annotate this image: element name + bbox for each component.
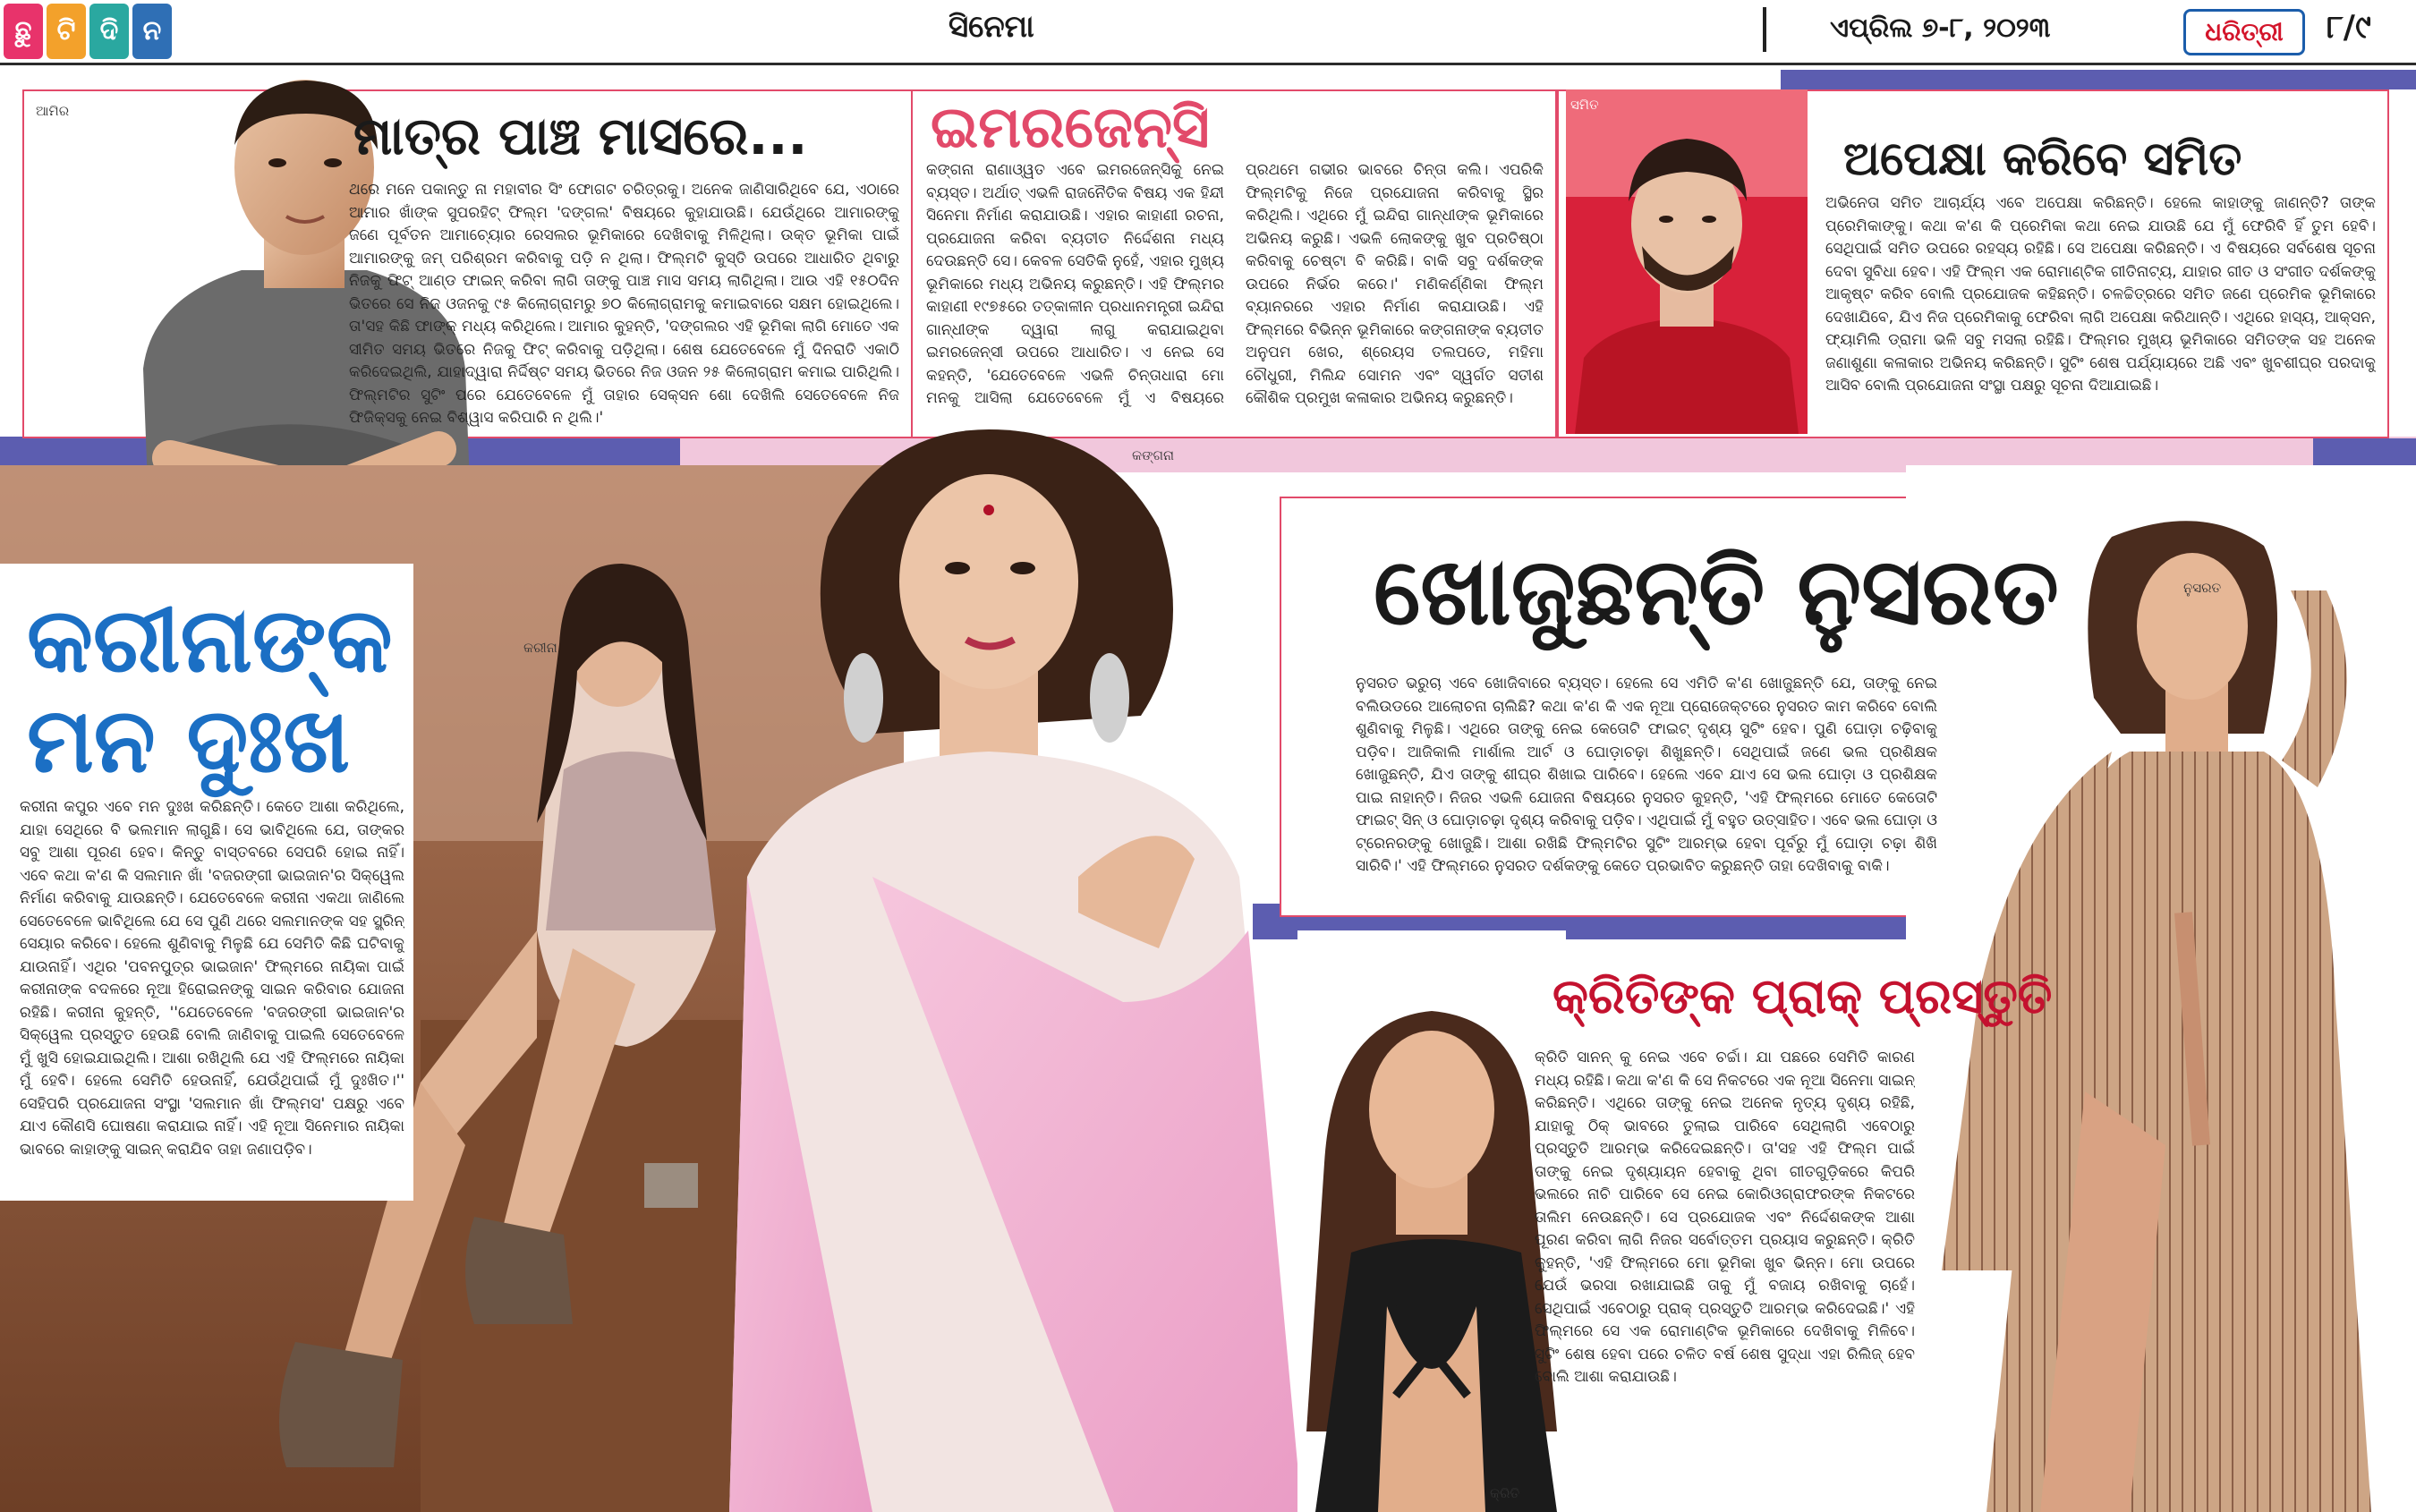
kriti-body: କ୍ରିତି ସାନନ୍ କୁ ନେଇ ଏବେ ଚର୍ଚ୍ଚା। ଯା ପଛରେ ସେମିତି କାରଣ ମଧ୍ୟ ରହିଛି। କଥା କ'ଣ କି ସେ ନିକଟରେ ଏକ ନୂଆ ସିନେମା ସାଇନ୍ କରିଛନ୍ତି। ଏଥିରେ ତାଙ୍କୁ ନେଇ ଅନେକ ନୃତ୍ୟ ଦୃଶ୍ୟ ରହିଛି, ଯାହାକୁ ଠିକ୍ ଭାବରେ ତୁଲାଇ ପାରିବେ ସେଥିଲାଗି ଏବେଠାରୁ ପ୍ରସ୍ତୁତି ଆରମ୍ଭ କରିଦେଇଛନ୍ତି। ତା'ସହ ଏହି ଫିଲ୍ମ ପାଇଁ ତାଙ୍କୁ ନେଇ ଦୃଶ୍ୟାୟନ ହେବାକୁ ଥିବା ଗୀତଗୁଡ଼ିକରେ କିପରି ଭଲରେ ନାଚି ପାରିବେ ସେ ନେଇ କୋରିଓଗ୍ରାଫରଙ୍କ ନିକଟରେ ତାଲିମ ନେଉଛନ୍ତି। ସେ ପ୍ରଯୋଜକ ଏବଂ ନିର୍ଦ୍ଦେଶକଙ୍କ ଆଶା ପୂରଣ କରିବା ଲାଗି ନିଜର ସର୍ବୋତ୍ତମ ପ୍ରୟାସ କରୁଛନ୍ତି। କ୍ରିତି କୁହନ୍ତି, 'ଏହି ଫିଲ୍ମରେ ମୋ ଭୂମିକା ଖୁବ ଭିନ୍ନ। ମୋ ଉପରେ ଯେଉଁ ଭରସା ରଖାଯାଇଛି ତାକୁ ମୁଁ ବଜାୟ ରଖିବାକୁ ଚାହେଁ। ସେଥିପାଇଁ ଏବେଠାରୁ ପ୍ରାକ୍ ପ୍ରସ୍ତୁତି ଆରମ୍ଭ କରିଦେଇଛି।' ଏହି ଫିଲ୍ମରେ ସେ ଏକ ରୋମାଣ୍ଟିକ ଭୂମିକାରେ ଦେଖିବାକୁ ମିଳିବେ। ସୁଟିଂ ଶେଷ ହେବା ପରେ ଚଳିତ ବର୍ଷ ଶେଷ ସୁଦ୍ଧା ଏହା ରିଲିଜ୍ ହେବ ବୋଲି ଆଶା କରାଯାଉଛି। [1535,1049,1915,1386]
photo-caption: ନୁସରତ [2183,580,2222,596]
samit-photo [1566,89,1808,434]
page-number: ୮/୯ [2327,9,2371,46]
newspaper-logo: ଧରିତ୍ରୀ [2183,9,2305,55]
photo-caption: କରୀନା [523,640,557,656]
kangana-body: କଙ୍ଗନା ରାଣାଓ୍ୱତ ଏବେ ଇମରଜେନ୍ସିକୁ ନେଇ ବ୍ୟସ୍ତ। ଅର୍ଥାତ୍ ଏଭଳି ରାଜନୈତିକ ବିଷୟ ଏକ ହିନ୍ଦୀ ସିନେମା ନିର୍ମାଣ କରାଯାଉଛି। ଏହାର କାହାଣୀ ରଚନା, ପ୍ରଯୋଜନା କରିବା ବ୍ୟତୀତ ନିର୍ଦ୍ଦେଶନା ମଧ୍ୟ ଦେଉଛନ୍ତି ସେ। କେବଳ ସେତିକି ନୁହେଁ, ଏହାର ମୁଖ୍ୟ ଭୂମିକାରେ ମଧ୍ୟ ଅଭିନୟ କରୁଛନ୍ତି। ଏହି ଫିଲ୍ମର କାହାଣୀ ୧୯୭୫ରେ ତତ୍କାଳୀନ ପ୍ରଧାନମନ୍ତ୍ରୀ ଇନ୍ଦିରା ଗାନ୍ଧୀଙ୍କ ଦ୍ୱାରା ଲାଗୁ କରାଯାଇଥିବା ଇମରଜେନ୍ସୀ ଉପରେ ଆଧାରିତ। ଏ ନେଇ ସେ କହନ୍ତି, 'ଯେତେବେଳେ ଏଭଳି ଚିନ୍ତାଧାରା ମୋ ମନକୁ ଆସିଲା ଯେତେବେଳେ ମୁଁ ଏ ବିଷୟରେ ପ୍ରଥମେ ଗଭୀର ଭାବରେ ଚିନ୍ତା କଲି। ଏପରିକି ଫିଲ୍ମଟିକୁ ନିଜେ ପ୍ରଯୋଜନା କରିବାକୁ ସ୍ଥିର କରିଥିଲି। ଏଥିରେ ମୁଁ ଇନ୍ଦିରା ଗାନ୍ଧୀଙ୍କ ଭୂମିକାରେ ଅଭିନୟ କରୁଛି। ଏଭଳି ଲୋକଙ୍କୁ ଖୁବ ପ୍ରତିଷ୍ଠା କରିବାକୁ ଚେଷ୍ଟା ବି କରିଛି। ବାକି ସବୁ ଦର୍ଶକଙ୍କ ଉପରେ ନିର୍ଭର କରେ।' ମଣିକର୍ଣ୍ଣିକା ଫିଲ୍ମ ବ୍ୟାନରରେ ଏହାର ନିର୍ମାଣ କରାଯାଉଛି। ଏହି ଫିଲ୍ମରେ ବିଭିନ୍ନ ଭୂମିକାରେ କଙ୍ଗନାଙ୍କ ବ୍ୟତୀତ ଅନୁପମ ଖେର, ଶ୍ରେୟସ ତଲପଡେ, ମହିମା ଚୌଧୁରୀ, ମିଲିନ୍ଦ ସୋମନ ଏବଂ ସ୍ୱର୍ଗତ ସତୀଶ କୌଶିକ ପ୍ରମୁଖ କଳାକାର ଅଭିନୟ କରୁଛନ୍ତି। [926,161,1544,407]
photo-caption: କ୍ରିତି [1490,1485,1520,1501]
masthead [0,0,2416,65]
kriti-photo [1297,930,1566,1512]
photo-caption: ସମିତ [1570,97,1599,113]
decor-band-top [1781,70,2416,89]
issue-date: ଏପ୍ରିଲ ୭-୮, ୨୦୨୩ [1830,13,2051,44]
samit-headline: ଅପେକ୍ଷା କରିବେ ସମିତ [1843,132,2242,186]
kangana-photo [693,376,1365,1512]
section-logo [4,4,172,59]
samit-body: ଅଭିନେତା ସମିତ ଆଚାର୍ଯ୍ୟ ଏବେ ଅପେକ୍ଷା କରିଛନ୍ତି। ହେଲେ କାହାଙ୍କୁ ଜାଣନ୍ତି? ତାଙ୍କ ପ୍ରେମିକାଙ୍କୁ। କଥା କ'ଣ କି ପ୍ରେମିକା କଥା ନେଇ ଯାଉଛି ଯେ ମୁଁ ଫେରିବି ହିଁ ତୁମ ହେବି। ସେଥିପାଇଁ ସମିତ ଉପରେ ରହସ୍ୟ ରହିଛି। ସେ ଅପେକ୍ଷା କରିଛନ୍ତି। ଏ ବିଷୟରେ ସର୍ବଶେଷ ସୂଚନା ଦେବା ସୁବିଧା ହେବ। ଏହି ଫିଲ୍ମ ଏକ ରୋମାଣ୍ଟିକ ଗୀତିନାଟ୍ୟ, ଯାହାର ଗୀତ ଓ ସଂଗୀତ ଦର୍ଶକଙ୍କୁ ଆକୃଷ୍ଟ କରିବ ବୋଲି ପ୍ରଯୋଜକ କହିଛନ୍ତି। ଚଳଚ୍ଚିତ୍ରରେ ସମିତ ଜଣେ ପ୍ରେମିକ ଭୂମିକାରେ ଦେଖାଯିବେ, ଯିଏ ନିଜ ପ୍ରେମିକାକୁ ଫେରିବା ଲାଗି ଅପେକ୍ଷା କରିଥାନ୍ତି। ଏଥିରେ ହାସ୍ୟ, ଆକ୍ସନ, ଫ୍ୟାମିଲି ଡ୍ରାମା ଭଳି ସବୁ ମସଲା ରହିଛି। ଫିଲ୍ମର ମୁଖ୍ୟ ଭୂମିକାରେ ସମିତଙ୍କ ସହ ଅନେକ ଜଣାଶୁଣା କଳାକାର ଅଭିନୟ କରିଛନ୍ତି। ସୁଟିଂ ଶେଷ ପର୍ଯ୍ୟାୟରେ ଅଛି ଏବଂ ଖୁବଶୀଘ୍ର ପରଦାକୁ ଆସିବ ବୋଲି ପ୍ରଯୋଜନା ସଂସ୍ଥା ପକ୍ଷରୁ ସୂଚନା ଦିଆଯାଇଛି। [1825,194,2376,395]
aamir-body: ଥରେ ମନେ ପକାନ୍ତୁ ନା ମହାବୀର ସିଂ ଫୋଗଟ ଚରିତ୍ରକୁ। ଅନେକ ଜାଣିସାରିଥିବେ ଯେ, ଏଠାରେ ଆମାର ଖାଁଙ୍କ ସୁପରହିଟ୍ ଫିଲ୍ମ 'ଦଙ୍ଗଲ' ବିଷୟରେ କୁହାଯାଉଛି। ଯେଉଁଥିରେ ଆମାରଙ୍କୁ ଜଣେ ପୂର୍ବତନ ଆମାଚ୍ୟୋର ରେସଲର ଭୂମିକାରେ ଦେଖିବାକୁ ମିଳିଥିଲା। ଉକ୍ତ ଭୂମିକା ପାଇଁ ଆମାରଙ୍କୁ ଜମ୍ ପରିଶ୍ରମ କରିବାକୁ ପଡ଼ି ନ ଥିଲା। ଫିଲ୍ମଟି କୁସ୍ତି ଉପରେ ଆଧାରିତ ଥିବାରୁ ନିଜକୁ ଫିଟ୍ ଆଣ୍ଡ ଫାଇନ୍ କରିବା ଲାଗି ତାଙ୍କୁ ପାଞ୍ଚ ମାସ ସମୟ ଲାଗିଥିଲା। ଆଉ ଏହି ୧୫୦ଦିନ ଭିତରେ ସେ ନିଜ ଓଜନକୁ ୯୫ କିଲୋଗ୍ରାମରୁ ୭୦ କିଲୋଗ୍ରାମକୁ କମାଇବାରେ ସକ୍ଷମ ହୋଇଥିଲେ। ତା'ସହ କିଛି ଫାଙ୍କ୍ ମଧ୍ୟ କରିଥିଲେ। ଆମାର କୁହନ୍ତି, 'ଦଙ୍ଗଲର ଏହି ଭୂମିକା ଲାଗି ମୋତେ ଏକ ସୀମିତ ସମୟ ଭିତରେ ନିଜକୁ ଫିଟ୍ କରିବାକୁ ପଡ଼ିଥିଲା। ଶେଷ ଯେତେବେଳେ ମୁଁ ଦିନରାତି ଏକାଠି କରିଦେଇଥିଲି, ଯାହାଦ୍ୱାରା ନିର୍ଦ୍ଦିଷ୍ଟ ସମୟ ଭିତରେ ନିଜ ଓଜନ ୨୫ କିଲୋଗ୍ରାମ କମାଇ ପାରିଥିଲି। ଫିଲ୍ମଟିର ସୁଟିଂ ପରେ ଯେତେବେଳେ ମୁଁ ତାହାର ସେକ୍ସନ ଶୋ ଦେଖିଲି ସେତେବେଳେ ନିଜ ଫିଜିକ୍ସକୁ ନେଇ ବିଶ୍ୱାସ କରିପାରି ନ ଥିଲି।' [349,181,899,427]
nushrratt-headline: ଖୋଜୁଛନ୍ତି ନୁସରତ [1374,537,2059,646]
section-title: ସିନେମା [949,9,1034,45]
logo-letter: ଛୁ [4,4,43,59]
photo-caption: ଆମିର [36,103,70,119]
kareena-headline-line1: କରୀନାଙ୍କ [27,588,393,692]
nushrratt-body: ନୁସରତ ଭରୁଚା ଏବେ ଖୋଜିବାରେ ବ୍ୟସ୍ତ। ହେଲେ ସେ ଏମିତି କ'ଣ ଖୋଜୁଛନ୍ତି ଯେ, ତାଙ୍କୁ ନେଇ ବଲିଉଡରେ ଆଲୋଚନା ଚାଲିଛି? କଥା କ'ଣ କି ଏକ ନୂଆ ପ୍ରୋଜେକ୍ଟରେ ନୁସରତ କାମ କରିବେ ବୋଲି ଶୁଣିବାକୁ ମିଳୁଛି। ଏଥିରେ ତାଙ୍କୁ ନେଇ କେତୋଟି ଫାଇଟ୍ ଦୃଶ୍ୟ ସୁଟିଂ ହେବ। ପୁଣି ଘୋଡ଼ା ଚଢ଼ିବାକୁ ପଡ଼ିବ। ଆଜିକାଲି ମାର୍ଶାଲ ଆର୍ଟ ଓ ଘୋଡ଼ାଚଢ଼ା ଶିଖୁଛନ୍ତି। ସେଥିପାଇଁ ଜଣେ ଭଲ ପ୍ରଶିକ୍ଷକ ଖୋଜୁଛନ୍ତି, ଯିଏ ତାଙ୍କୁ ଶୀଘ୍ର ଶିଖାଇ ପାରିବେ। ହେଲେ ଏବେ ଯାଏ ସେ ଭଲ ଘୋଡ଼ା ଓ ପ୍ରଶିକ୍ଷକ ପାଇ ନାହାନ୍ତି। ନିଜର ଏଭଳି ଯୋଜନା ବିଷୟରେ ନୁସରତ କୁହନ୍ତି, 'ଏହି ଫିଲ୍ମରେ ମୋତେ କେତୋଟି ଫାଇଟ୍ ସିନ୍ ଓ ଘୋଡ଼ାଚଢ଼ା ଦୃଶ୍ୟ କରିବାକୁ ପଡ଼ିବ। ଏଥିପାଇଁ ମୁଁ ବହୁତ ଉତ୍ସାହିତ। ଏବେ ଭଲ ଘୋଡ଼ା ଓ ଟ୍ରେନରଙ୍କୁ ଖୋଜୁଛି। ଆଶା ରଖିଛି ଫିଲ୍ମଟିର ସୁଟିଂ ଆରମ୍ଭ ହେବା ପୂର୍ବରୁ ମୁଁ ଘୋଡ଼ା ଚଢ଼ା ଶିଖି ସାରିବି।' ଏହି ଫିଲ୍ମରେ ନୁସରତ ଦର୍ଶକଙ୍କୁ କେତେ ପ୍ରଭାବିତ କରୁଛନ୍ତି ତାହା ଦେଖିବାକୁ ବାକି। [1356,675,1937,875]
kareena-headline-line2: ମନ ଦୁଃଖ [27,688,351,793]
kangana-headline: ଇମରଜେନ୍ସି [931,95,1210,161]
logo-letter: ଦି [89,4,129,59]
kareena-body: କରୀନା କପୁର ଏବେ ମନ ଦୁଃଖ କରିଛନ୍ତି। କେତେ ଆଶା କରିଥିଲେ, ଯାହା ସେଥିରେ ବି ଭଲମାନ ଲାଗୁଛି। ସେ ଭାବିଥିଲେ ଯେ, ତାଙ୍କର ସବୁ ଆଶା ପୂରଣ ହେବ। କିନ୍ତୁ ବାସ୍ତବରେ ସେପରି ହୋଇ ନାହିଁ। ଏବେ କଥା କ'ଣ କି ସଲମାନ ଖାଁ 'ବଜରଙ୍ଗୀ ଭାଇଜାନ'ର ସିକ୍ୱେଲ ନିର୍ମାଣ କରିବାକୁ ଯାଉଛନ୍ତି। ଯେତେବେଳେ କରୀନା ଏକଥା ଜାଣିଲେ ସେତେବେଳେ ଭାବିଥିଲେ ଯେ ସେ ପୁଣି ଥରେ ସଲମାନଙ୍କ ସହ ସ୍କ୍ରିନ୍ ସେୟାର କରିବେ। ହେଲେ ଶୁଣିବାକୁ ମିଳୁଛି ଯେ ସେମିତି କିଛି ଘଟିବାକୁ ଯାଉନାହିଁ। ଏଥିର 'ପବନପୁତ୍ର ଭାଇଜାନ' ଫିଲ୍ମରେ ନାୟିକା ପାଇଁ କରୀନାଙ୍କ ବଦଳରେ ନୂଆ ହିରୋଇନଙ୍କୁ ସାଇନ କରିବାର ଯୋଜନା ରହିଛି। କରୀନା କୁହନ୍ତି, ''ଯେତେବେଳେ 'ବଜରଙ୍ଗୀ ଭାଇଜାନ'ର ସିକ୍ୱେଲ ପ୍ରସ୍ତୁତ ହେଉଛି ବୋଲି ଜାଣିବାକୁ ପାଇଲି ସେତେବେଳେ ମୁଁ ଖୁସି ହୋଇଯାଇଥିଲି। ଆଶା ରଖିଥିଲି ଯେ ଏହି ଫିଲ୍ମରେ ନାୟିକା ମୁଁ ହେବି। ହେଲେ ସେମିତି ହେଉନାହିଁ, ଯେଉଁଥିପାଇଁ ମୁଁ ଦୁଃଖିତ।'' ସେହିପରି ପ୍ରଯୋଜନା ସଂସ୍ଥା 'ସଲମାନ ଖାଁ ଫିଲ୍ମସ' ପକ୍ଷରୁ ଏବେ ଯାଏ କୌଣସି ଘୋଷଣା କରାଯାଇ ନାହିଁ। ଏହି ନୂଆ ସିନେମାର ନାୟିକା ଭାବରେ କାହାଙ୍କୁ ସାଇନ୍ କରାଯିବ ତାହା ଜଣାପଡ଼ିବ। [20,798,404,1159]
photo-caption: କଙ୍ଗନା [1132,447,1175,463]
kareena-headline [27,590,393,791]
logo-letter: ଟି [47,4,86,59]
logo-letter: ନ [132,4,172,59]
aamir-headline: ମାତ୍ର ପାଞ୍ଚ ମାସରେ... [353,106,808,166]
header-divider [1763,7,1766,52]
kriti-headline: କ୍ରିତିଙ୍କ ପ୍ରାକ୍ ପ୍ରସ୍ତୁତି [1553,968,2053,1024]
